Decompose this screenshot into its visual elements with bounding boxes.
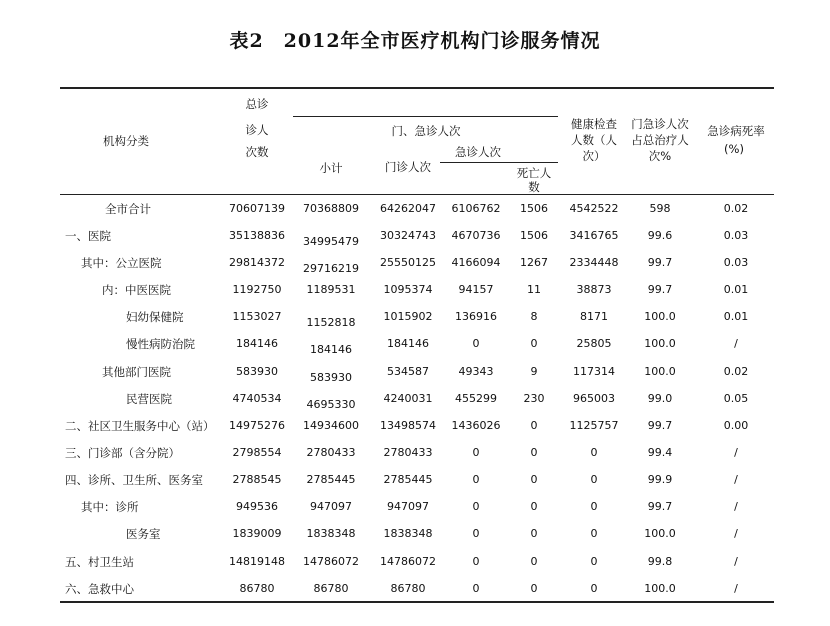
cell-subtotal: 70368809: [303, 202, 359, 215]
cell-ratio: 100.0: [644, 582, 676, 595]
row-category: 其中：公立医院: [81, 256, 162, 270]
cell-health-check: 0: [590, 527, 598, 540]
header-health-line2: 人数（人: [571, 133, 617, 147]
cell-total: 86780: [239, 582, 275, 595]
cell-fatality-rate: /: [734, 582, 738, 595]
cell-death: 0: [530, 419, 538, 432]
row-category: 其他部门医院: [102, 365, 171, 379]
cell-death: 0: [530, 527, 538, 540]
table-title: 表2 2012年全市医疗机构门诊服务情况: [229, 30, 601, 52]
cell-death: 0: [530, 337, 538, 350]
cell-health-check: 0: [590, 582, 598, 595]
cell-fatality-rate: 0.01: [723, 310, 749, 323]
cell-fatality-rate: 0.00: [723, 419, 749, 432]
cell-outpatient: 2785445: [383, 473, 433, 486]
row-category: 内：中医医院: [102, 283, 171, 297]
row-category: 二、社区卫生服务中心（站）: [65, 419, 215, 433]
cell-emergency: 455299: [455, 392, 497, 405]
cell-subtotal: 184146: [310, 343, 352, 356]
row-category: 五、村卫生站: [65, 555, 134, 569]
header-outpatient-emergency: 门、急诊人次: [391, 124, 461, 138]
cell-ratio: 99.6: [647, 229, 673, 242]
cell-outpatient: 2780433: [383, 446, 433, 459]
header-rule-emergency: [440, 162, 558, 163]
cell-total: 35138836: [229, 229, 285, 242]
cell-health-check: 3416765: [569, 229, 619, 242]
header-total-line3: 次数: [245, 145, 269, 159]
cell-ratio: 99.7: [647, 419, 673, 432]
cell-health-check: 117314: [573, 365, 615, 378]
cell-death: 0: [530, 473, 538, 486]
cell-subtotal: 14786072: [303, 555, 359, 568]
cell-ratio: 99.7: [647, 283, 673, 296]
cell-outpatient: 64262047: [380, 202, 436, 215]
cell-death: 0: [530, 446, 538, 459]
cell-emergency: 4166094: [451, 256, 501, 269]
header-fatality-line1: 急诊病死率: [707, 124, 765, 138]
header-outpatient: 门诊人次: [385, 160, 431, 174]
cell-subtotal: 34995479: [303, 235, 359, 248]
cell-total: 14819148: [229, 555, 285, 568]
cell-subtotal: 1152818: [306, 316, 356, 329]
cell-outpatient: 4240031: [383, 392, 433, 405]
cell-health-check: 4542522: [569, 202, 619, 215]
cell-death: 11: [527, 283, 541, 296]
cell-fatality-rate: 0.01: [723, 283, 749, 296]
header-death-line1: 死亡人: [516, 166, 552, 180]
cell-ratio: 100.0: [644, 310, 676, 323]
row-category: 医务室: [126, 527, 161, 541]
header-health-line1: 健康检查: [571, 117, 617, 131]
cell-subtotal: 2780433: [306, 446, 356, 459]
cell-outpatient: 184146: [387, 337, 429, 350]
header-rule-outpatient-emergency: [293, 116, 558, 117]
cell-emergency: 0: [472, 582, 480, 595]
cell-emergency: 0: [472, 555, 480, 568]
row-category: 民营医院: [126, 392, 172, 406]
cell-health-check: 1125757: [569, 419, 619, 432]
row-category: 慢性病防治院: [126, 337, 195, 351]
cell-emergency: 4670736: [451, 229, 501, 242]
cell-ratio: 598: [649, 202, 671, 215]
cell-total: 29814372: [229, 256, 285, 269]
cell-outpatient: 13498574: [380, 419, 436, 432]
cell-health-check: 2334448: [569, 256, 619, 269]
cell-total: 583930: [236, 365, 278, 378]
cell-total: 2798554: [232, 446, 282, 459]
cell-ratio: 99.7: [647, 256, 673, 269]
cell-health-check: 0: [590, 473, 598, 486]
cell-outpatient: 30324743: [380, 229, 436, 242]
cell-emergency: 49343: [458, 365, 494, 378]
cell-death: 0: [530, 582, 538, 595]
row-category: 全市合计: [105, 202, 151, 216]
header-death-line2: 数: [528, 180, 540, 194]
cell-death: 1506: [520, 202, 548, 215]
cell-outpatient: 14786072: [380, 555, 436, 568]
row-category: 三、门诊部（含分院）: [65, 446, 180, 460]
cell-outpatient: 1015902: [383, 310, 433, 323]
cell-total: 4740534: [232, 392, 282, 405]
cell-fatality-rate: 0.03: [723, 229, 749, 242]
cell-subtotal: 29716219: [303, 262, 359, 275]
cell-death: 1267: [520, 256, 548, 269]
header-subtotal: 小计: [319, 161, 343, 175]
cell-total: 14975276: [229, 419, 285, 432]
cell-emergency: 0: [472, 337, 480, 350]
header-health-line3: 次）: [582, 149, 606, 163]
cell-outpatient: 947097: [387, 500, 429, 513]
header-total-line1: 总诊: [245, 97, 269, 111]
cell-death: 8: [530, 310, 538, 323]
cell-emergency: 136916: [455, 310, 497, 323]
cell-subtotal: 4695330: [306, 398, 356, 411]
cell-total: 1192750: [232, 283, 282, 296]
cell-emergency: 1436026: [451, 419, 501, 432]
cell-emergency: 0: [472, 500, 480, 513]
cell-emergency: 0: [472, 527, 480, 540]
cell-fatality-rate: 0.05: [723, 392, 749, 405]
cell-subtotal: 2785445: [306, 473, 356, 486]
cell-health-check: 8171: [580, 310, 608, 323]
bottom-rule: [60, 601, 774, 603]
cell-death: 0: [530, 555, 538, 568]
row-category: 六、急救中心: [65, 582, 134, 596]
cell-fatality-rate: 0.02: [723, 202, 749, 215]
header-ratio-line1: 门急诊人次: [631, 117, 689, 131]
cell-health-check: 0: [590, 500, 598, 513]
cell-health-check: 0: [590, 555, 598, 568]
cell-fatality-rate: /: [734, 337, 738, 350]
row-category: 其中：诊所: [81, 500, 139, 514]
cell-ratio: 100.0: [644, 337, 676, 350]
cell-health-check: 38873: [576, 283, 612, 296]
row-category: 一、医院: [65, 229, 111, 243]
cell-subtotal: 14934600: [303, 419, 359, 432]
cell-ratio: 99.8: [647, 555, 673, 568]
header-fatality-line2: (%): [724, 142, 744, 156]
cell-total: 2788545: [232, 473, 282, 486]
cell-fatality-rate: /: [734, 555, 738, 568]
cell-ratio: 99.4: [647, 446, 673, 459]
cell-total: 184146: [236, 337, 278, 350]
cell-subtotal: 947097: [310, 500, 352, 513]
cell-fatality-rate: 0.02: [723, 365, 749, 378]
cell-emergency: 94157: [458, 283, 494, 296]
cell-death: 9: [530, 365, 538, 378]
cell-outpatient: 86780: [390, 582, 426, 595]
header-emergency: 急诊人次: [455, 145, 501, 159]
cell-total: 949536: [236, 500, 278, 513]
cell-outpatient: 1838348: [383, 527, 433, 540]
cell-subtotal: 583930: [310, 371, 352, 384]
cell-total: 1839009: [232, 527, 282, 540]
cell-fatality-rate: /: [734, 473, 738, 486]
cell-outpatient: 25550125: [380, 256, 436, 269]
header-total-line2: 诊人: [245, 123, 269, 137]
cell-fatality-rate: /: [734, 500, 738, 513]
cell-total: 1153027: [232, 310, 282, 323]
cell-fatality-rate: 0.03: [723, 256, 749, 269]
cell-emergency: 0: [472, 446, 480, 459]
cell-death: 0: [530, 500, 538, 513]
row-category: 妇幼保健院: [126, 310, 184, 324]
cell-ratio: 100.0: [644, 365, 676, 378]
header-category: 机构分类: [103, 134, 149, 148]
cell-ratio: 100.0: [644, 527, 676, 540]
cell-outpatient: 1095374: [383, 283, 433, 296]
cell-outpatient: 534587: [387, 365, 429, 378]
top-rule: [60, 87, 774, 89]
cell-death: 1506: [520, 229, 548, 242]
row-category: 四、诊所、卫生所、医务室: [65, 473, 203, 487]
cell-health-check: 25805: [576, 337, 612, 350]
cell-total: 70607139: [229, 202, 285, 215]
cell-ratio: 99.0: [647, 392, 673, 405]
cell-subtotal: 86780: [313, 582, 349, 595]
cell-fatality-rate: /: [734, 527, 738, 540]
cell-emergency: 0: [472, 473, 480, 486]
cell-ratio: 99.9: [647, 473, 673, 486]
cell-subtotal: 1189531: [306, 283, 356, 296]
cell-death: 230: [523, 392, 545, 405]
cell-subtotal: 1838348: [306, 527, 356, 540]
cell-ratio: 99.7: [647, 500, 673, 513]
cell-health-check: 0: [590, 446, 598, 459]
cell-health-check: 965003: [573, 392, 615, 405]
header-ratio-line3: 次%: [648, 149, 672, 163]
header-bottom-rule: [60, 194, 774, 195]
cell-fatality-rate: /: [734, 446, 738, 459]
header-ratio-line2: 占总治疗人: [631, 133, 689, 147]
cell-emergency: 6106762: [451, 202, 501, 215]
